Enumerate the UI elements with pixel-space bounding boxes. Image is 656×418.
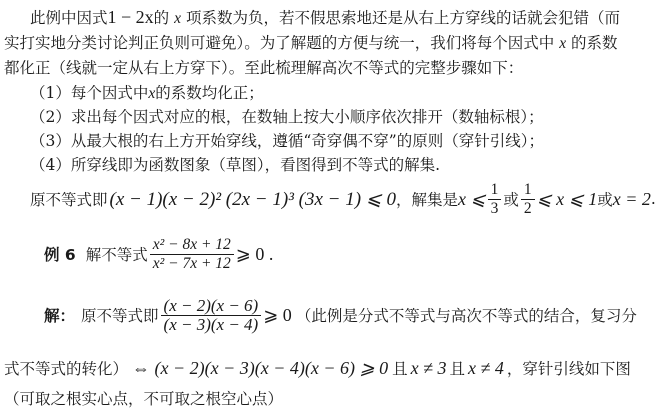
text-segment: ，穿针引线如下图 (506, 360, 631, 378)
text-segment: 此例中因式 (30, 9, 108, 27)
fraction-numerator: 1 (521, 181, 535, 200)
solution-label: 解： (44, 307, 76, 325)
fraction-denominator: x² − 7x + 12 (152, 254, 231, 272)
solution-fraction (161, 297, 262, 334)
inequality-line (30, 178, 656, 220)
text-segment: 原不等式即 (81, 307, 159, 325)
step-text: 的系数均化正； (155, 84, 264, 102)
fraction-one-third (488, 181, 502, 218)
step-text: （2）求出每个因式对应的根，在数轴上按大小顺序依次排开（数轴标根）； (30, 108, 544, 126)
math-expression: x = 2 (612, 188, 651, 209)
fraction-numerator: 1 (488, 181, 502, 200)
paragraph-line-2 (4, 32, 618, 55)
text-segment: . (650, 190, 656, 208)
step-text: （4）所穿线即为函数图象（草图），看图得到不等式的解集. (30, 156, 441, 174)
step-4 (30, 154, 440, 176)
text-segment: ，解集是 (395, 191, 458, 209)
text-segment: 且 (449, 360, 465, 378)
math-variable: x (148, 85, 156, 102)
step-3 (30, 130, 544, 152)
math-variable: x (559, 35, 567, 52)
step-1 (30, 82, 264, 105)
text-segment: 实打实地分类讨论判正负则可避免）。为了解题的方便与统一，我们将每个因式中 (4, 34, 555, 52)
example-6 (44, 232, 273, 276)
text-segment: 或 (597, 191, 613, 209)
text-segment: 都化正（线就一定从右上方穿下）。至此梳理解高次不等式的完整步骤如下： (4, 59, 524, 77)
text-segment: 原不等式即 (30, 191, 108, 209)
text-segment: （此例是分式不等式与高次不等式的结合，复习分 (295, 307, 637, 325)
fraction-one-half (521, 181, 535, 218)
step-2 (30, 106, 544, 128)
text-segment: 式不等式的转化） (4, 360, 129, 378)
example-label: 例 6 (44, 246, 76, 264)
text-segment: 且 (392, 360, 408, 378)
math-factor: 1 − 2x (107, 7, 154, 27)
solution-line-3 (4, 388, 283, 410)
math-variable: x (174, 10, 182, 27)
example-fraction (150, 236, 234, 273)
solution-line-1 (44, 292, 637, 338)
math-expression: ⇔ (x − 2)(x − 3)(x − 4)(x − 6) ⩾ 0 (132, 357, 389, 378)
text-segment: 的系数 (571, 34, 618, 52)
step-text: （3）从最大根的右上方开始穿线，遵循“奇穿偶不穿”的原则（穿针引线）； (30, 132, 544, 150)
paragraph-line-1 (30, 6, 620, 30)
text-segment: 或 (503, 191, 519, 209)
solution-line-2 (4, 354, 631, 382)
fraction-denominator: (x − 3)(x − 4) (163, 314, 259, 334)
paragraph-line-3 (4, 57, 523, 79)
math-expression: x ≠ 3 (410, 357, 447, 378)
text-segment: 项系数为负，若不假思索地还是从右上方穿线的话就会犯错（而 (185, 9, 620, 27)
math-expression: ⩾ 0 . (235, 243, 274, 264)
text-segment: 的 (153, 9, 170, 27)
fraction-numerator: x² − 8x + 12 (150, 236, 234, 255)
text-segment: 解不等式 (85, 246, 148, 264)
math-expression: (x − 1)(x − 2)² (2x − 1)³ (3x − 1) ⩽ 0 (109, 188, 396, 210)
math-expression: x ⩽ (457, 188, 486, 209)
step-text: （1）每个因式中 (30, 84, 149, 102)
fraction-denominator: 3 (490, 199, 499, 217)
math-expression: x ≠ 4 (468, 357, 504, 378)
math-expression: ⩾ 0 (263, 304, 292, 325)
fraction-denominator: 2 (523, 199, 532, 217)
math-expression: ⩽ x ⩽ 1 (536, 188, 598, 209)
text-segment: （可取之根实心点，不可取之根空心点） (4, 390, 284, 408)
fraction-numerator: (x − 2)(x − 6) (161, 297, 262, 316)
